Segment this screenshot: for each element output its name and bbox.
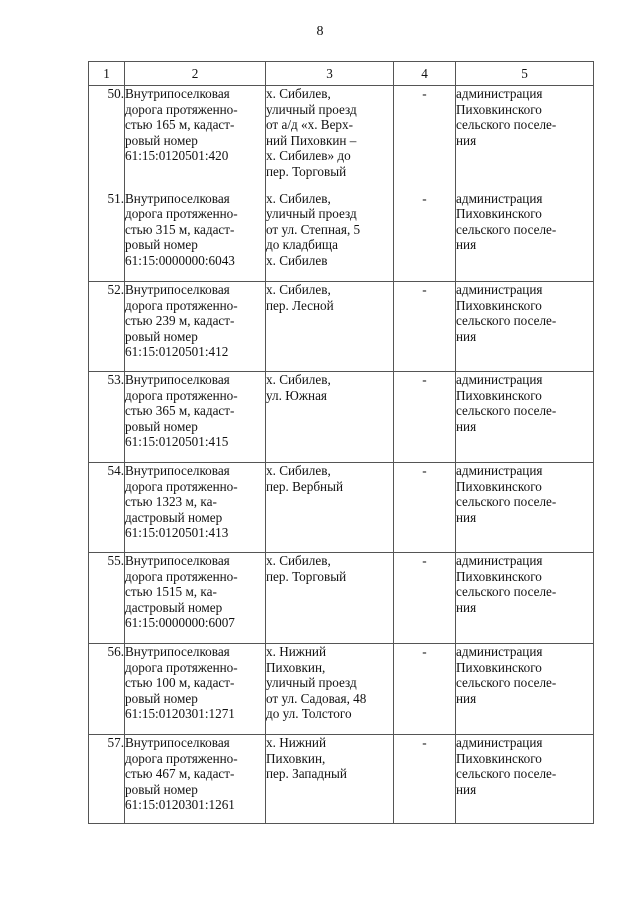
row-number: 55. [89,553,125,644]
object-location [266,86,394,191]
header-col-2: 2 [125,62,266,86]
owner-text: администрация Пиховкинского сельского поселе- ния [456,190,557,253]
owner-text: администрация Пиховкинского сельского поселе- ния [456,372,557,434]
owner [456,86,594,191]
col4-value: - [394,86,456,191]
owner-text: администрация Пиховкинского сельского поселе- ния [456,735,557,797]
object-location-text: х. Сибилев, пер. Торговый [266,553,347,584]
object-location [266,735,394,824]
object-name [125,463,266,553]
object-name-text: Внутрипоселковая дорога протяженно- стью 1515 м, ка- дастровый номер 61:15:0000000:6007 [125,553,238,631]
object-location [266,372,394,463]
col4-value: - [394,553,456,644]
object-name [125,372,266,463]
header-col-1: 1 [89,62,125,86]
object-location-text: х. Сибилев, пер. Лесной [266,282,334,313]
owner [456,191,594,282]
object-name-text: Внутрипоселковая дорога протяженно- стью 1323 м, ка- дастровый номер 61:15:0120501:413 [125,463,238,541]
road-registry-table [88,61,594,824]
object-location-text: х. Сибилев, уличный проезд от ул. Степная, 5 до кладбища х. Сибилев [266,190,361,268]
object-name [125,191,266,282]
object-name-text: Внутрипоселковая дорога протяженно- стью 100 м, кадаст- ровый номер 61:15:0120301:1271 [125,644,238,722]
object-location-text: х. Нижний Пиховкин, пер. Западный [266,735,347,782]
row-number: 53. [89,372,125,463]
table-row [89,191,594,282]
object-location [266,191,394,282]
owner-text: администрация Пиховкинского сельского поселе- ния [456,282,557,344]
table-row [89,86,594,191]
object-location-text: х. Нижний Пиховкин, уличный проезд от ул. Садовая, 48 до ул. Толстого [266,644,367,722]
table-row [89,735,594,824]
header-col-4: 4 [394,62,456,86]
object-name [125,86,266,191]
owner [456,553,594,644]
owner [456,735,594,824]
object-location [266,282,394,372]
page-number: 8 [316,24,324,39]
owner [456,644,594,735]
object-name [125,644,266,735]
table-row [89,372,594,463]
owner-text: администрация Пиховкинского сельского поселе- ния [456,553,557,615]
owner-text: администрация Пиховкинского сельского поселе- ния [456,463,557,525]
row-number: 56. [89,644,125,735]
object-name-text: Внутрипоселковая дорога протяженно- стью 467 м, кадаст- ровый номер 61:15:0120301:1261 [125,735,238,813]
col4-value: - [394,735,456,824]
object-location [266,644,394,735]
object-name-text: Внутрипоселковая дорога протяженно- стью 165 м, кадаст- ровый номер 61:15:0120501:420 [125,86,238,164]
row-number: 52. [89,282,125,372]
row-number: 57. [89,735,125,824]
col4-value: - [394,282,456,372]
object-location [266,463,394,553]
object-name-text: Внутрипоселковая дорога протяженно- стью 239 м, кадаст- ровый номер 61:15:0120501:412 [125,282,238,360]
table-row [89,553,594,644]
object-name [125,282,266,372]
col4-value: - [394,372,456,463]
object-location-text: х. Сибилев, ул. Южная [266,372,331,403]
row-number: 51. [89,191,125,282]
owner-text: администрация Пиховкинского сельского поселе- ния [456,644,557,706]
header-col-5: 5 [456,62,594,86]
row-number: 54. [89,463,125,553]
col4-value: - [394,644,456,735]
header-col-3: 3 [266,62,394,86]
owner [456,463,594,553]
table-row [89,282,594,372]
object-name [125,735,266,824]
object-location-text: х. Сибилев, уличный проезд от а/д «х. Верх- ний Пиховкин – х. Сибилев» до пер. Торговый [266,86,357,179]
object-location-text: х. Сибилев, пер. Вербный [266,463,344,494]
row-number: 50. [89,86,125,191]
owner [456,282,594,372]
object-name [125,553,266,644]
col4-value: - [394,191,456,282]
table-row [89,463,594,553]
object-name-text: Внутрипоселковая дорога протяженно- стью 315 м, кадаст- ровый номер 61:15:0000000:6043 [125,190,238,268]
col4-value: - [394,463,456,553]
table-row [89,644,594,735]
table-header-row [89,62,594,86]
owner [456,372,594,463]
owner-text: администрация Пиховкинского сельского поселе- ния [456,86,557,148]
object-location [266,553,394,644]
object-name-text: Внутрипоселковая дорога протяженно- стью 365 м, кадаст- ровый номер 61:15:0120501:415 [125,372,238,450]
